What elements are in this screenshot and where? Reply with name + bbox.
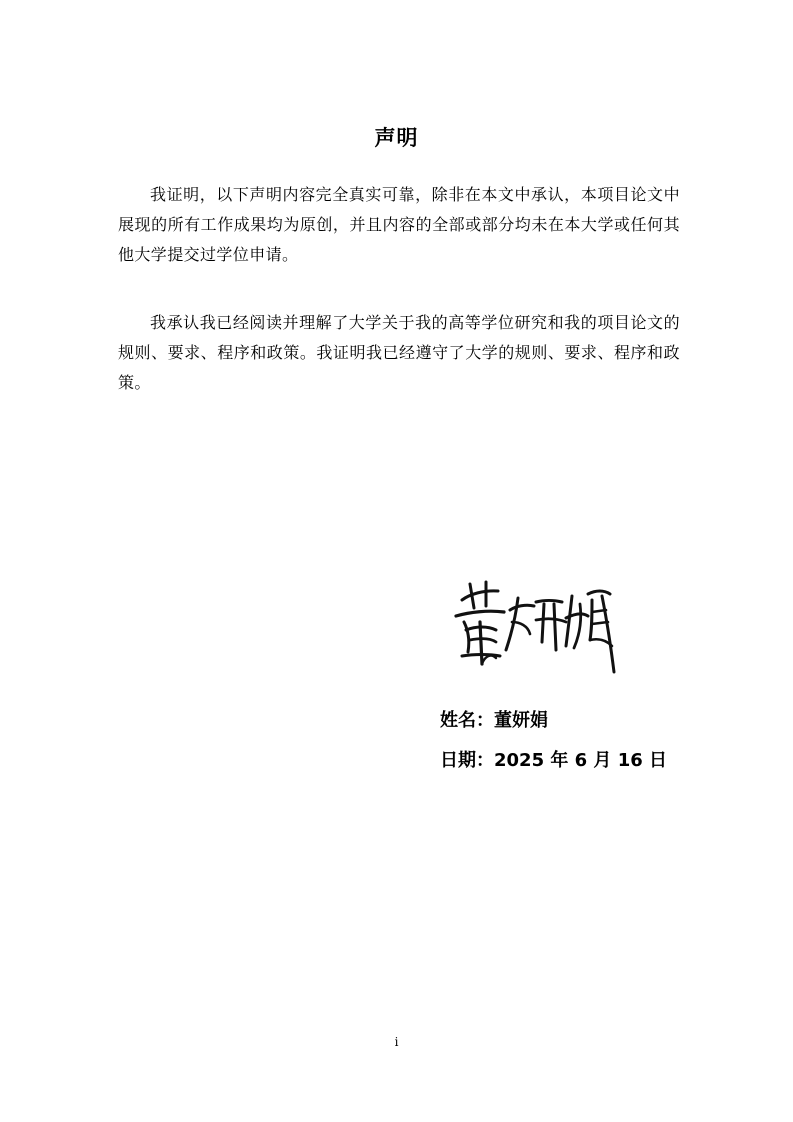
signatory-name: 姓名：董妍娟	[440, 710, 548, 731]
signature-image	[440, 560, 630, 695]
declaration-paragraph-1: 我证明，以下声明内容完全真实可靠，除非在本文中承认，本项目论文中展现的所有工作成果均为原创，并且内容的全部或部分均未在本大学或任何其他大学提交过学位申请。	[118, 185, 680, 264]
declaration-paragraph-2: 我承认我已经阅读并理解了大学关于我的高等学位研究和我的项目论文的规则、要求、程序和政策。我证明我已经遵守了大学的规则、要求、程序和政策。	[118, 313, 680, 392]
page-title: 声明	[374, 126, 419, 150]
page-number: i	[394, 1035, 399, 1049]
handwritten-signature	[440, 560, 630, 695]
signature-date: 日期：2025 年 6 月 16 日	[440, 750, 668, 771]
